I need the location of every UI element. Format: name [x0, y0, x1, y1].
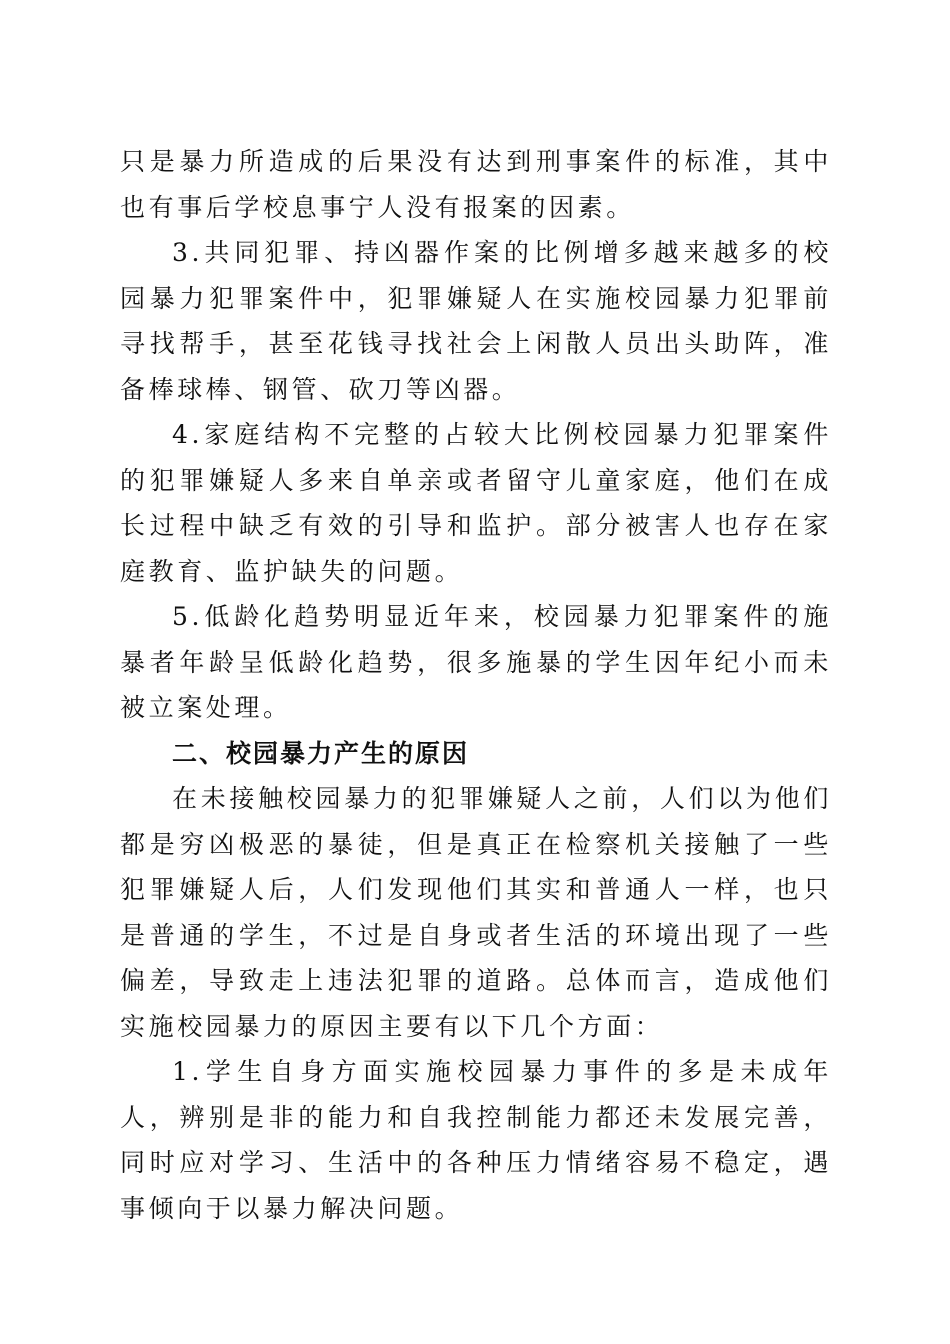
document-body [120, 139, 832, 1231]
paragraph-intro: 在未接触校园暴力的犯罪嫌疑人之前，人们以为他们都是穷凶极恶的暴徒，但是真正在检察机关接触了一些犯罪嫌疑人后，人们发现他们其实和普通人一样，也只是普通的学生，不过是自身或者生活的环境出现了一些偏差，导致走上违法犯罪的道路。总体而言，造成他们实施校园暴力的原因主要有以下几个方面： [120, 784, 832, 1041]
paragraph-continued: 只是暴力所造成的后果没有达到刑事案件的标准，其中也有事后学校息事宁人没有报案的因素。 [120, 147, 832, 222]
paragraph-point-4: 4.家庭结构不完整的占较大比例校园暴力犯罪案件的犯罪嫌疑人多来自单亲或者留守儿童家庭，他们在成长过程中缺乏有效的引导和监护。部分被害人也存在家庭教育、监护缺失的问题。 [120, 420, 832, 586]
paragraph-cause-1: 1.学生自身方面实施校园暴力事件的多是未成年人，辨别是非的能力和自我控制能力都还未发展完善，同时应对学习、生活中的各种压力情绪容易不稳定，遇事倾向于以暴力解决问题。 [120, 1057, 832, 1223]
paragraph-point-3: 3.共同犯罪、持凶器作案的比例增多越来越多的校园暴力犯罪案件中，犯罪嫌疑人在实施校园暴力犯罪前寻找帮手，甚至花钱寻找社会上闲散人员出头助阵，准备棒球棒、钢管、砍刀等凶器。 [120, 238, 832, 404]
paragraph-point-5: 5.低龄化趋势明显近年来，校园暴力犯罪案件的施暴者年龄呈低龄化趋势，很多施暴的学生因年纪小而未被立案处理。 [120, 602, 832, 722]
section-heading: 二、校园暴力产生的原因 [172, 738, 470, 768]
